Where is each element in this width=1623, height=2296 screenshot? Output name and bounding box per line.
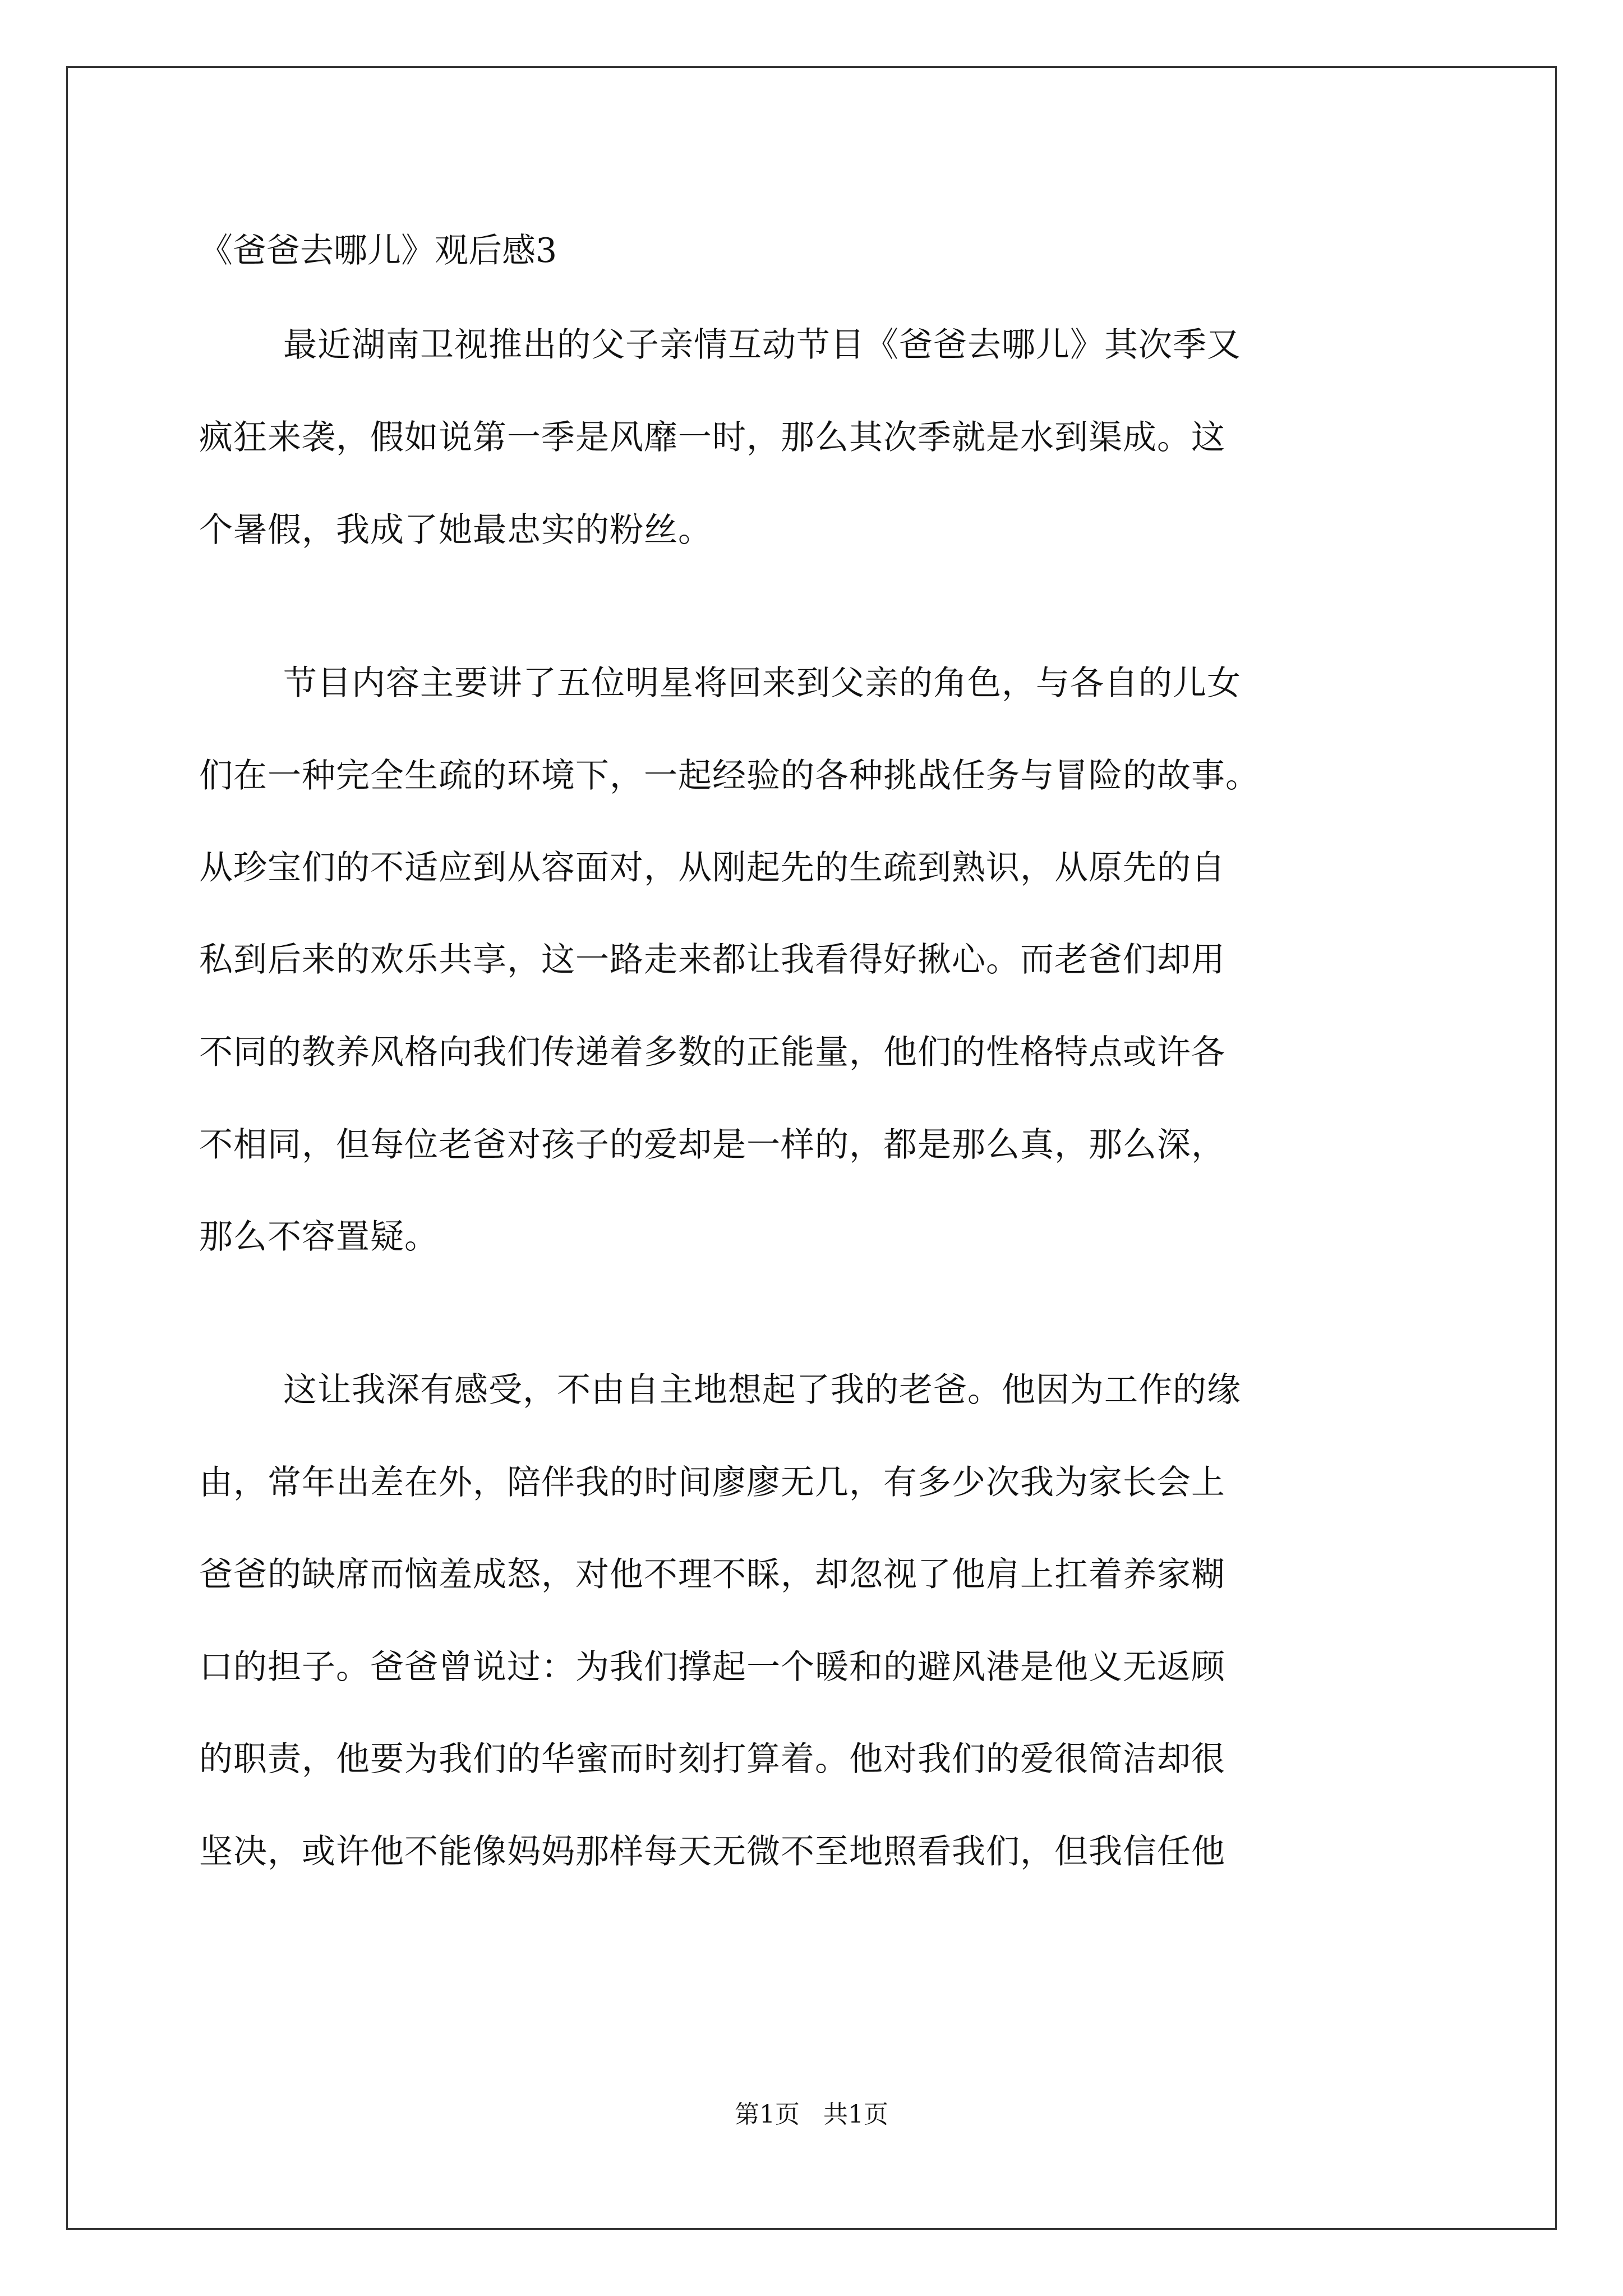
paragraph-line: 坚决，或许他不能像妈妈那样每天无微不至地照看我们，但我信任他 [199,1832,1225,1871]
paragraph-line: 那么不容置疑。 [199,1217,439,1257]
paragraph-line: 疯狂来袭，假如说第一季是风靡一时，那么其次季就是水到渠成。这 [199,418,1225,457]
paragraph-line: 由，常年出差在外，陪伴我的时间廖廖无几，有多少次我为家长会上 [199,1463,1225,1502]
document-title: 《爸爸去哪儿》观后感3 [199,231,557,270]
paragraph-line: 最近湖南卫视推出的父子亲情互动节目《爸爸去哪儿》其次季又 [283,325,1241,365]
paragraph-line: 从珍宝们的不适应到从容面对，从刚起先的生疏到熟识，从原先的自 [199,848,1225,887]
paragraph-line: 节目内容主要讲了五位明星将回来到父亲的角色，与各自的儿女 [283,664,1241,703]
paragraph-line: 个暑假，我成了她最忠实的粉丝。 [199,510,712,550]
paragraph-line: 口的担子。爸爸曾说过：为我们撑起一个暖和的避风港是他义无返顾 [199,1648,1225,1687]
paragraph-line: 私到后来的欢乐共享，这一路走来都让我看得好揪心。而老爸们却用 [199,940,1225,979]
paragraph-line: 不相同，但每位老爸对孩子的爱却是一样的，都是那么真，那么深， [199,1125,1225,1165]
paragraph-line: 不同的教养风格向我们传递着多数的正能量，他们的性格特点或许各 [199,1033,1225,1072]
page-number-footer: 第1页 共1页 [735,2100,888,2129]
paragraph-line: 的职责，他要为我们的华蜜而时刻打算着。他对我们的爱很简洁却很 [199,1740,1225,1779]
paragraph-line: 们在一种完全生疏的环境下，一起经验的各种挑战任务与冒险的故事。 [199,756,1260,795]
paragraph-line: 这让我深有感受，不由自主地想起了我的老爸。他因为工作的缘 [283,1370,1241,1410]
paragraph-line: 爸爸的缺席而恼羞成怒，对他不理不睬，却忽视了他肩上扛着养家糊 [199,1555,1225,1594]
